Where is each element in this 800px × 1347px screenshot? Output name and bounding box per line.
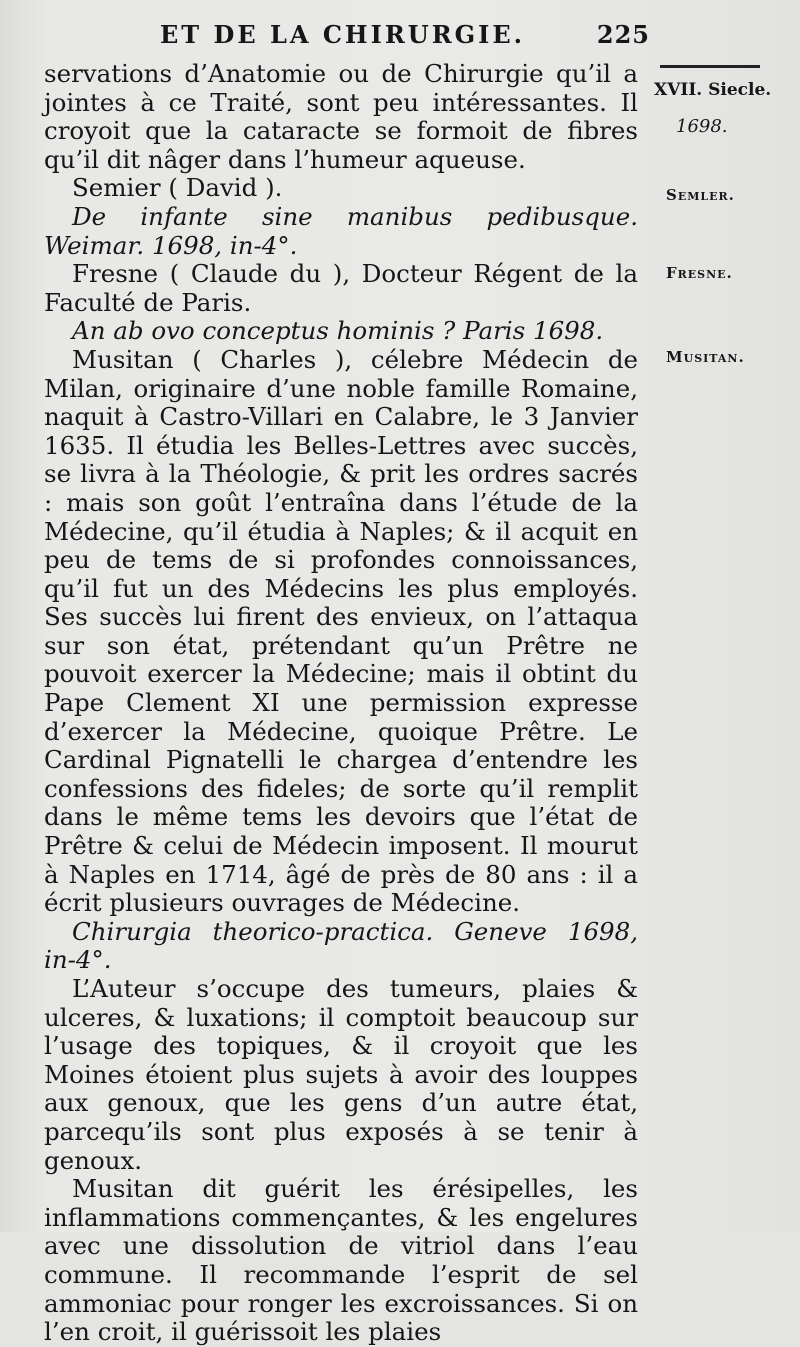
paragraph-remedies: Musitan dit guérit les érésipelles, les inflammations commençantes, & les engelures avec une dissolution de vitriol dans l’eau commune. Il recommande l’esprit de sel ammoniac pour ronger les excroissances. Si on l’en croit, il guérissoit les plaies — [44, 1174, 638, 1347]
margin-notes — [650, 60, 790, 1232]
margin-note-musitan: Musitan. — [666, 348, 745, 366]
margin-century: XVII. Siecle. — [654, 80, 772, 100]
running-title: ET DE LA CHIRURGIE. — [160, 20, 526, 49]
margin-note-semler: Semler. — [666, 186, 735, 204]
entry-author-semler: Semier ( David ). — [72, 173, 283, 203]
paragraph-commentary: L’Auteur s’occupe des tumeurs, plaies & ulceres, & luxations; il comptoit beaucoup sur l’usage des topiques, & il croyoit que les Moines étoient plus sujets à avoir des louppes aux genoux, que les gens d’un autre état, parcequ’ils sont plus exposés à se tenir à genoux. — [44, 974, 638, 1175]
main-text — [44, 60, 638, 1347]
entry-biography-musitan: Musitan ( Charles ), célebre Médecin de Milan, originaire d’une noble famille Romaine, naquit à Castro-Villari en Calabre, le 3 Janvier 1635. Il étudia les Belles-Lettres avec succès, se livra à la Théologie, & prit les ordres sacrés : mais son goût l’entraîna dans l’étude de la Médecine, qu’il étudia à Naples; & il acquit en peu de tems de si profondes connoissances, qu’il fut un des Médecins les plus employés. Ses succès lui firent des envieux, on l’attaqua sur son état, prétendant qu’un Prêtre ne pouvoit exercer la Médecine; mais il obtint du Pape Clement XI une permission expresse d’exercer la Médecine, quoique Prêtre. Le Cardinal Pignatelli le chargea d’entendre les confessions des fideles; de sorte qu’il remplit dans le même tems les devoirs que l’état de Prêtre & celui de Médecin imposent. Il mourut à Naples en 1714, âgé de près de 80 ans : il a écrit plusieurs ouvrages de Médecine. — [44, 344, 638, 918]
entry-author-fresne: Fresne ( Claude du ), Docteur Régent de la Faculté de Paris. — [44, 259, 638, 317]
margin-note-fresne: Fresne. — [666, 264, 733, 282]
entry-title-semler: De infante sine manibus pedibusque. Weimar. 1698, in-4°. — [44, 201, 638, 260]
paragraph-continuation: servations d’Anatomie ou de Chirurgie qu’il a jointes à ce Traité, sont peu intéressantes. Il croyoit que la cataracte se formoit de fibres qu’il dit nâger dans l’humeur aqueuse. — [44, 59, 638, 174]
entry-title-musitan: Chirurgia theorico-practica. Geneve 1698, in-4°. — [44, 916, 638, 975]
margin-year: 1698. — [676, 116, 728, 137]
page-number: 225 — [596, 20, 650, 49]
page-header — [160, 20, 650, 54]
entry-title-fresne: An ab ovo conceptus hominis ? Paris 1698. — [72, 316, 604, 346]
